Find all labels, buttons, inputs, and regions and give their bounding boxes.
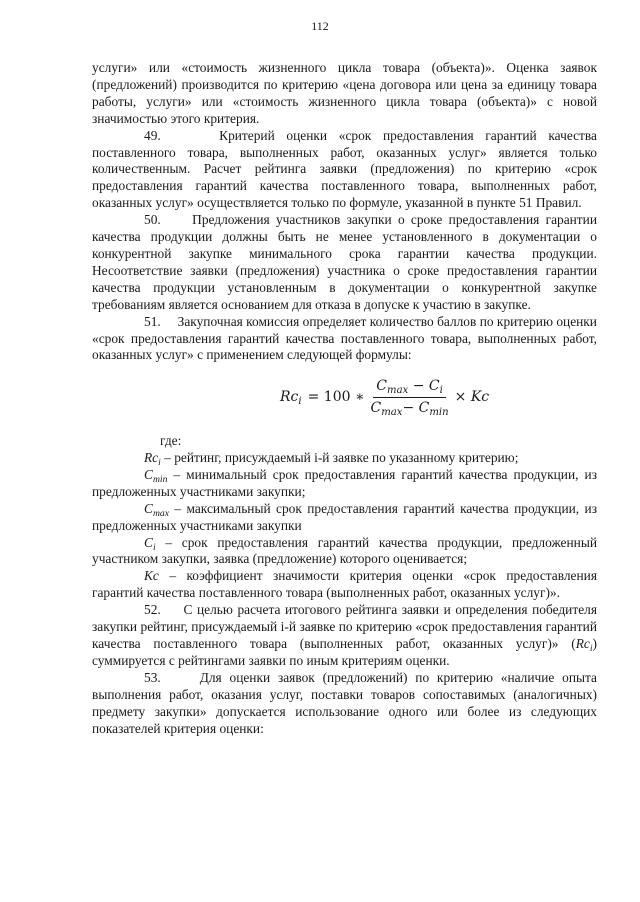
paragraph-51 <box>92 314 597 365</box>
paragraph-50 <box>92 212 597 313</box>
paragraph-number: 52. <box>144 602 161 618</box>
formula-equals: = 100 ∗ <box>307 389 365 406</box>
rating-formula <box>280 378 597 417</box>
paragraph-49 <box>92 128 597 213</box>
formula-denominator: $C_{max}- C_{min}$ <box>370 400 449 419</box>
paragraph-number: 50. <box>144 212 161 228</box>
paragraph-52: 52. С целью расчета итогового рейтинга заявки и определения победителя закупки рейтинг, присуждаемый i-й заявке по критерию «срок предоставления гарантий качества поставленного товара (выполненных работ, оказанных услуг)» $(Rc_i)$ суммируется с рейтингами заявки по иным критериям оценки. <box>92 602 597 668</box>
paragraph-text: Для оценки заявок (предложений) по критерию «наличие опыта выполнения работ, оказания услуг, поставки товаров сопоставимых (аналогичных) предмету закупки» допускается использование одного или более из следующих показателей критерия оценки: <box>92 669 597 736</box>
formula-numerator: $C_{max} - C_i$ <box>373 378 446 398</box>
definition-rci: $Rc_i$ – рейтинг, присуждаемый i-й заявке по указанному критерию; <box>144 450 519 468</box>
definition-cmax: $C_{max}$ – максимальный срок предоставления гарантий качества продукции, из предложенных участниками закупки <box>92 500 597 533</box>
definition-kc: Kc – коэффициент значимости критерия оценки «срок предоставления гарантий качества поставленного товара (выполненных работ, оказанных услуг)». <box>92 568 597 601</box>
page-number: 112 <box>311 19 329 33</box>
paragraph-53 <box>92 670 597 738</box>
document-body <box>92 60 597 737</box>
formula-lhs: $Rc_i$ <box>280 389 302 408</box>
formula-fraction <box>368 378 452 417</box>
where-label: где: <box>160 433 182 449</box>
paragraph-number: 53. <box>144 669 161 685</box>
paragraph-number: 51. <box>144 313 161 329</box>
paragraph-text: Критерий оценки «срок предоставления гарантий качества поставленного товара, выполненных работ, оказанных услуг» является только количественным. Расчет рейтинга заявки (предложения) по критерию «срок предоставления гарантий качества поставленного товара, выполненных работ, оказанных услуг» осуществляется только по формуле, указанной в пункте 51 Правил. <box>92 127 597 211</box>
paragraph-continuation: услуги» или «стоимость жизненного цикла товара (объекта)». Оценка заявок (предложений) производится по критерию «цена договора или цена за единицу товара работы, услуги» или «стоимость жизненного цикла товара (объекта)» с новой значимостью этого критерия. <box>92 60 597 126</box>
paragraph-text: Предложения участников закупки о сроке предоставления гарантии качества продукции должны быть не менее установленного в документации о конкурентной закупке минимального срока гарантии качества продукции. Несоответствие заявки (предложения) участника о сроке предоставления гарантии качества продукции установленным в документации о конкурентной закупке требованиям является основанием для отказа в допуске к участию в закупке. <box>92 212 597 312</box>
paragraph-text: С целью расчета итогового рейтинга заявки и определения победителя закупки рейтинг, присуждаемый i-й заявке по критерию «срок предоставления гарантий качества поставленного товара (выполненных работ, оказанных услуг)» ( <box>92 602 597 651</box>
definition-cmin: $C_{min}$ – минимальный срок предоставления гарантий качества продукции, из предложенных участниками закупки; <box>92 466 597 499</box>
paragraph-text: Закупочная комиссия определяет количество баллов по критерию оценки «срок предоставления гарантий качества поставленного товара, выполненных работ, оказанных услуг» с применением следующей формулы: <box>92 313 597 363</box>
paragraph-number: 49. <box>144 127 161 143</box>
definition-ci: $C_i$ – срок предоставления гарантий качества продукции, предложенный участником закупки, заявка (предложение) которого оценивается; <box>92 534 597 567</box>
formula-rhs: × Kc <box>454 389 490 406</box>
